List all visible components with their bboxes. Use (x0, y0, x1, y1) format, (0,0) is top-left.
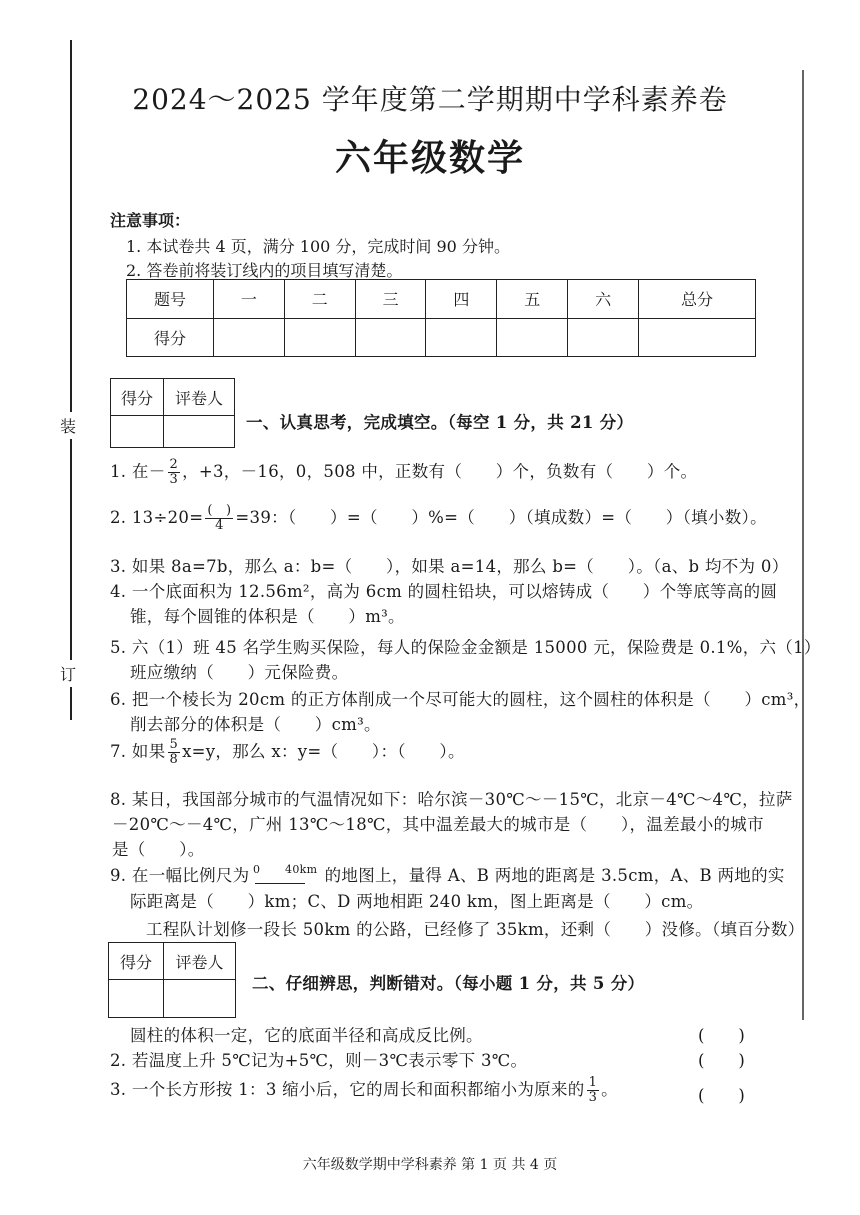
score-cell-3[interactable] (355, 318, 426, 357)
score-cell-6[interactable] (568, 318, 639, 357)
page-footer: 六年级数学期中学科素养 第 1 页 共 4 页 (302, 1157, 558, 1173)
question-2-pre: 2. 13÷20= (110, 508, 204, 527)
fraction-denominator: 8 (169, 752, 179, 767)
question-9-pre: 9. 在一幅比例尺为 (110, 866, 250, 885)
score-table-label-question: 题号 (127, 280, 214, 319)
right-edge-line (802, 70, 804, 1020)
notice-item-1: 1. 本试卷共 4 页，满分 100 分，完成时间 90 分钟。 (126, 237, 510, 256)
question-9-post: 的地图上，量得 A、B 两地的距离是 3.5cm，A、B 两地的实 (324, 866, 785, 885)
binding-mark-ding: 订 (60, 660, 76, 687)
score-table-col-4: 四 (426, 280, 497, 319)
grader-score-label: 得分 (109, 943, 164, 980)
question-9-line1 (110, 862, 785, 886)
score-table-label-score: 得分 (127, 318, 214, 357)
score-cell-5[interactable] (497, 318, 568, 357)
judge-question-3-post: 。 (601, 1080, 618, 1099)
question-8-line2: －20℃～－4℃，广州 13℃～18℃，其中温差最大的城市是（ ），温差最小的城市 (112, 815, 764, 834)
fraction-5-8 (168, 738, 181, 767)
judge-paren-2[interactable]: ( ) (698, 1051, 746, 1070)
question-7-post: x=y，那么 x：y=（ ）：（ ）。 (182, 742, 465, 761)
score-table-score-row (127, 318, 756, 357)
grader-score-cell[interactable] (109, 980, 164, 1018)
score-table-col-1: 一 (214, 280, 285, 319)
score-table-col-6: 六 (568, 280, 639, 319)
fraction-numerator: 5 (169, 737, 179, 752)
score-cell-2[interactable] (284, 318, 355, 357)
judge-question-1: 圆柱的体积一定，它的底面半径和高成反比例。 (130, 1026, 483, 1045)
grader-name-label: 评卷人 (164, 379, 235, 416)
fraction-denominator: 3 (588, 1090, 598, 1105)
grader-box-section2 (108, 942, 236, 1018)
question-5-line1: 5. 六（1）班 45 名学生购买保险，每人的保险金金额是 15000 元，保险费是 0.1%，六（1） (110, 638, 821, 657)
question-9-line2: 际距离是（ ）km；C、D 两地相距 240 km，图上距离是（ ）cm。 (130, 892, 704, 911)
grader-name-label: 评卷人 (164, 943, 236, 980)
binding-mark-zhuang: 装 (60, 412, 76, 439)
scale-end: 40km (285, 863, 318, 876)
question-4-line1: 4. 一个底面积为 12.56m²，高为 6cm 的圆柱铅块，可以熔铸成（ ）个等底等高的圆 (110, 582, 778, 601)
grader-box-section1 (110, 378, 235, 448)
fraction-numerator: ( ) (207, 503, 232, 518)
section1-heading: 一、认真思考，完成填空。（每空 1 分，共 21 分） (246, 413, 634, 432)
score-table-col-total: 总分 (639, 280, 756, 319)
question-3: 3. 如果 8a=7b，那么 a：b=（ ），如果 a=14，那么 b=（ ）。（a、b 均不为 0） (110, 557, 789, 576)
scale-zero: 0 (253, 863, 261, 876)
notice-item-2: 2. 答卷前将装订线内的项目填写清楚。 (126, 261, 403, 280)
score-table (126, 279, 756, 357)
judge-paren-3[interactable]: ( ) (698, 1086, 746, 1105)
question-1-post: ，+3，－16，0，508 中，正数有（ ）个，负数有（ ）个。 (182, 462, 698, 481)
score-cell-1[interactable] (214, 318, 285, 357)
grader-score-cell[interactable] (111, 416, 164, 448)
question-8-line3: 是（ ）。 (112, 840, 205, 859)
score-cell-total[interactable] (639, 318, 756, 357)
judge-paren-1[interactable]: ( ) (698, 1026, 746, 1045)
fraction-denominator: 4 (215, 518, 224, 533)
fraction-blank-4 (205, 504, 233, 533)
question-4-line2: 锥，每个圆锥的体积是（ ）m³。 (130, 607, 405, 626)
grader-name-cell[interactable] (164, 980, 236, 1018)
score-cell-4[interactable] (426, 318, 497, 357)
question-2-post: =39：（ ）=（ ）%=（ ）（填成数）=（ ）（填小数）。 (235, 508, 767, 527)
question-8-line1: 8. 某日，我国部分城市的气温情况如下：哈尔滨－30℃～－15℃，北京－4℃～4℃，拉萨 (110, 790, 793, 809)
question-7 (110, 738, 465, 767)
score-table-col-3: 三 (355, 280, 426, 319)
judge-question-2: 2. 若温度上升 5℃记为+5℃，则－3℃表示零下 3℃。 (110, 1051, 528, 1070)
judge-question-3-pre: 3. 一个长方形按 1：3 缩小后，它的周长和面积都缩小为原来的 (110, 1080, 585, 1099)
grader-name-cell[interactable] (164, 416, 235, 448)
score-table-col-2: 二 (284, 280, 355, 319)
grader-score-label: 得分 (111, 379, 164, 416)
fraction-numerator: 2 (169, 457, 179, 472)
exam-title: 2024～2025 学年度第二学期期中学科素养卷 (132, 83, 728, 116)
question-6-line2: 削去部分的体积是（ ）cm³。 (130, 715, 381, 734)
exam-subtitle: 六年级数学 (334, 137, 525, 179)
fraction-1-3 (587, 1076, 600, 1105)
question-7-pre: 7. 如果 (110, 742, 166, 761)
notice-heading: 注意事项： (110, 211, 191, 230)
score-table-header-row (127, 280, 756, 319)
score-table-col-5: 五 (497, 280, 568, 319)
fraction-2-3 (168, 458, 181, 487)
fraction-numerator: 1 (588, 1075, 598, 1090)
question-10: 工程队计划修一段长 50km 的公路，已经修了 35km，还剩（ ）没修。（填百分数） (146, 920, 805, 939)
question-1 (110, 458, 697, 487)
question-5-line2: 班应缴纳（ ）元保险费。 (130, 663, 349, 682)
section2-heading: 二、仔细辨思，判断错对。（每小题 1 分，共 5 分） (252, 974, 645, 993)
scale-bar (253, 863, 318, 884)
question-1-pre: 1. 在－ (110, 462, 166, 481)
question-2 (110, 504, 767, 533)
question-6-line1: 6. 把一个棱长为 20cm 的正方体削成一个尽可能大的圆柱，这个圆柱的体积是（ ）cm³， (110, 690, 811, 709)
judge-question-3 (110, 1076, 618, 1105)
fraction-denominator: 3 (169, 472, 179, 487)
